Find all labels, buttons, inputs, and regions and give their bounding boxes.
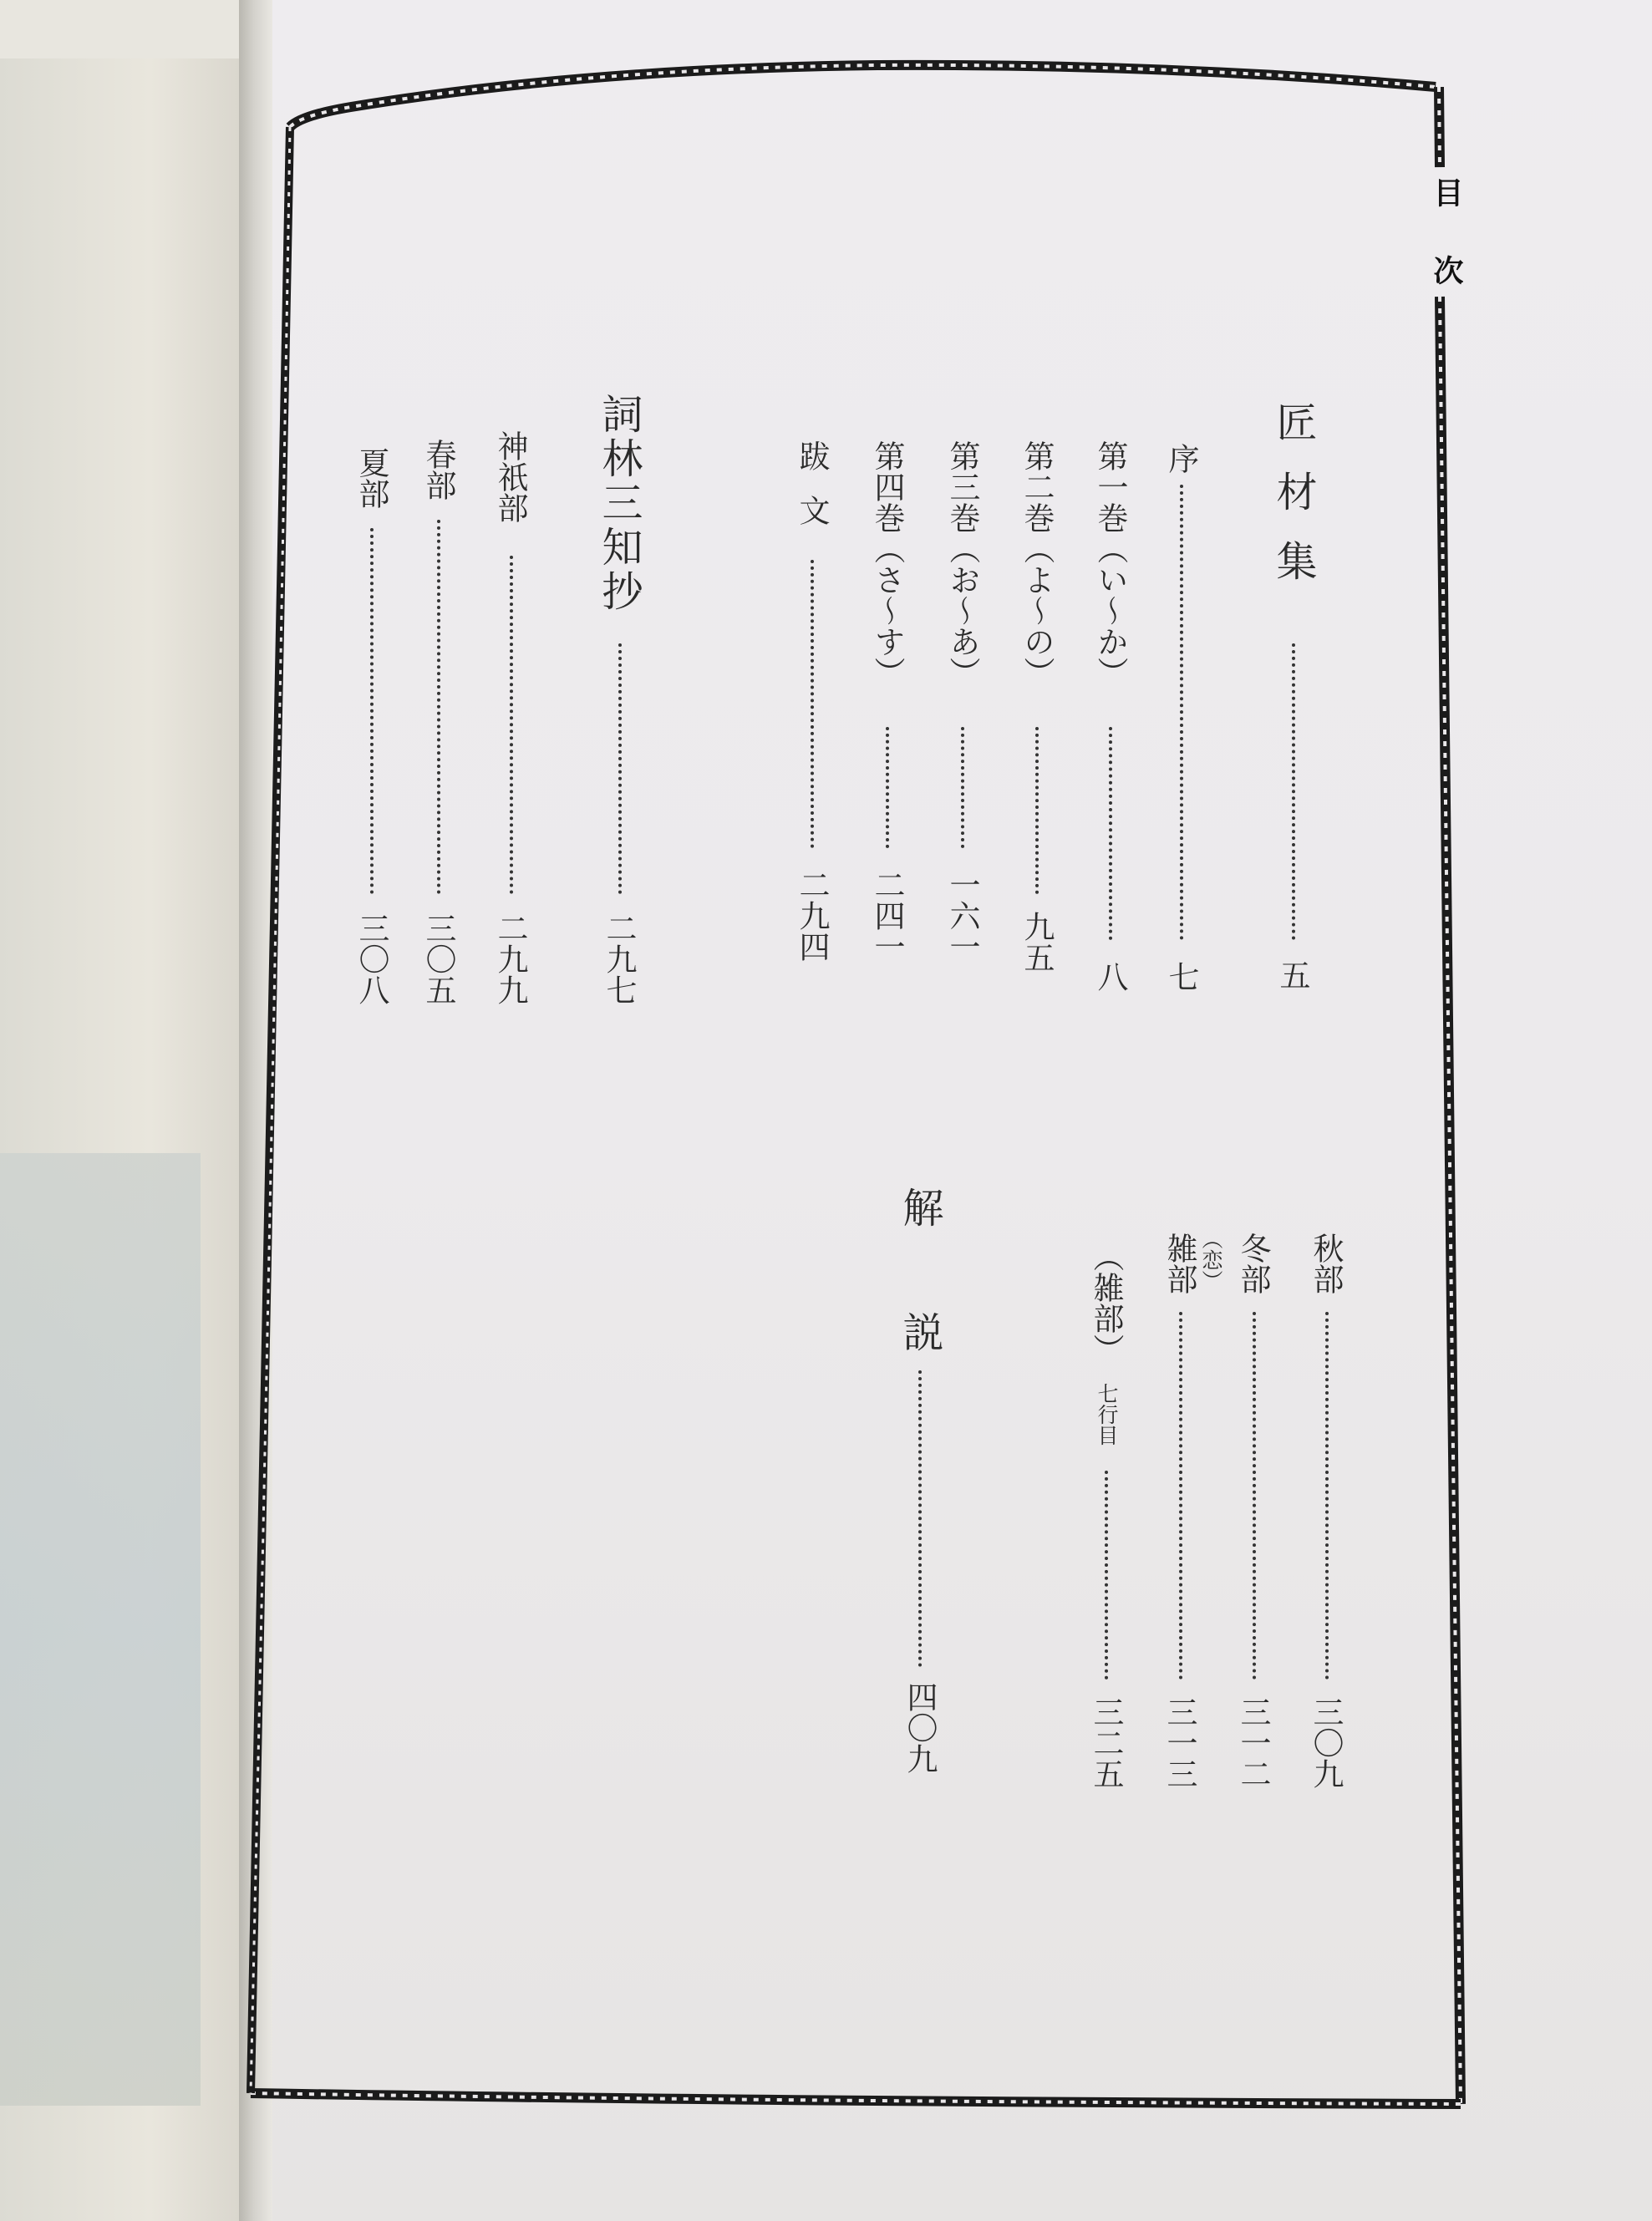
page-number: 三〇五 <box>420 912 456 1005</box>
toc-entry-vol1: 第一巻（い～か） <box>1092 440 1128 688</box>
page-number: 三〇八 <box>353 912 389 1005</box>
section-title-shouzaishu: 匠材集 <box>1270 401 1318 609</box>
section-title-shirin-sanchisho: 詞林三知抄 <box>596 393 643 614</box>
section-title-kaisetsu: 解説 <box>897 1187 944 1436</box>
page-number: 八 <box>1092 961 1128 992</box>
leader-dots <box>918 1370 922 1667</box>
page-number: 五 <box>1274 959 1310 990</box>
page-number: 二九七 <box>601 912 637 1005</box>
page-heading-mokuji-2: 次 <box>1429 255 1463 285</box>
toc-entry-natsu: 夏部 <box>353 447 389 509</box>
leader-dots <box>1292 643 1295 940</box>
leader-dots <box>1253 1312 1256 1680</box>
leader-dots <box>1180 485 1183 940</box>
toc-entry-jingi: 神祇部 <box>492 430 528 523</box>
toc-entry-note-koi: （恋） <box>1199 1228 1223 1291</box>
toc-entry-aki: 秋部 <box>1308 1232 1344 1294</box>
leader-dots <box>961 727 964 848</box>
toc-entry-vol2: 第二巻（よ～の） <box>1019 440 1055 688</box>
leader-dots <box>1179 1312 1182 1680</box>
leader-dots <box>437 520 440 894</box>
toc-entry-batsubun: 跋文 <box>794 440 830 549</box>
page-number: 二九四 <box>794 869 830 962</box>
toc-entry-vol4: 第四巻（さ～す） <box>869 440 905 688</box>
page-number: 三一三 <box>1161 1696 1197 1789</box>
leader-dots <box>510 556 513 894</box>
toc-entry-haru: 春部 <box>420 439 456 501</box>
page-number: 三二五 <box>1088 1696 1124 1789</box>
toc-entry-vol3: 第三巻（お～あ） <box>944 440 980 688</box>
toc-entry-jo: 序 <box>1163 443 1199 474</box>
page-number: 三一二 <box>1235 1696 1271 1789</box>
page-number: 二九九 <box>492 912 528 1005</box>
leader-dots <box>886 727 889 848</box>
leader-dots <box>370 528 374 894</box>
page-number: 三〇九 <box>1308 1696 1344 1789</box>
leader-dots <box>618 643 622 894</box>
page-number: 一六一 <box>944 869 980 962</box>
page-number: 九五 <box>1019 911 1055 973</box>
page-number: 二四一 <box>869 869 905 962</box>
page-number: 四〇九 <box>902 1681 938 1774</box>
toc-entry-note-line7: 七行目 <box>1095 1383 1119 1446</box>
leader-dots <box>811 560 814 848</box>
leader-dots <box>1105 1471 1108 1680</box>
leader-dots <box>1325 1312 1329 1680</box>
toc-entry-zoubu-paren: （雑部） <box>1088 1241 1124 1365</box>
page-heading-mokuji-1: 目 <box>1429 177 1463 207</box>
toc-entry-zoubu: 雑部 <box>1161 1232 1197 1294</box>
leader-dots <box>1035 727 1039 894</box>
toc-entry-fuyu: 冬部 <box>1235 1232 1271 1294</box>
page-number: 七 <box>1163 961 1199 992</box>
leader-dots <box>1109 727 1112 940</box>
